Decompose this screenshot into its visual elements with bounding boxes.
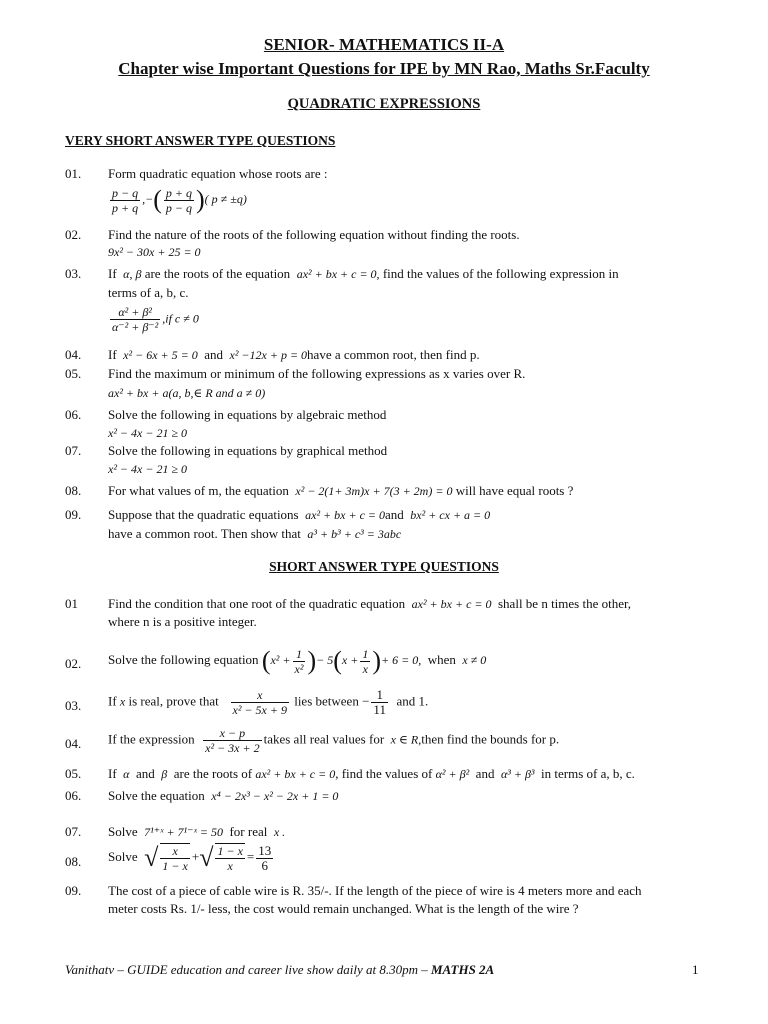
footer-bold-text: MATHS 2A bbox=[431, 962, 495, 977]
fraction-numerator: 1 bbox=[295, 646, 302, 661]
math-fragment: x . bbox=[273, 825, 286, 839]
math-fragment: = bbox=[246, 848, 255, 864]
text-fragment: If bbox=[108, 347, 117, 362]
text-fragment: and bbox=[204, 347, 223, 362]
text-fragment: If bbox=[108, 266, 117, 281]
math-fragment: α² + β² bbox=[435, 767, 470, 781]
text-fragment: shall be n times the other, bbox=[498, 596, 632, 611]
question-number: 09. bbox=[65, 507, 82, 522]
question-number: 03. bbox=[65, 266, 82, 281]
question-text bbox=[108, 507, 705, 523]
fraction-numerator: x bbox=[172, 844, 178, 858]
sa-q04-statement bbox=[108, 726, 559, 755]
text-fragment: If bbox=[108, 766, 117, 781]
question-number: 05. bbox=[65, 366, 82, 381]
question-text bbox=[108, 596, 705, 612]
condition: ,if c ≠ 0 bbox=[162, 311, 199, 326]
sa-q02-equation: Solve the following equation (x² + $\frac{1}{\text{x²}}$ )− 5(x + $\frac{1}{x}$ )+ 6 = 0, when x ≠ 0 bbox=[108, 646, 487, 676]
question-number: 08. bbox=[65, 483, 82, 498]
page-footer bbox=[65, 962, 494, 978]
question-text: Form quadratic equation whose roots are : bbox=[108, 166, 328, 181]
question-text bbox=[108, 266, 705, 282]
fraction-denominator: p + q bbox=[112, 200, 139, 215]
fraction-denominator: 6 bbox=[256, 858, 273, 873]
condition: ( p ≠ ±q) bbox=[204, 191, 247, 206]
text-fragment: If bbox=[108, 693, 117, 709]
fraction-numerator: 13 bbox=[258, 842, 272, 858]
fraction-numerator: 1 bbox=[362, 646, 369, 661]
question-text: where n is a positive integer. bbox=[108, 614, 257, 629]
question-text: Find the maximum or minimum of the following expressions as x varies over R. bbox=[108, 366, 526, 381]
fraction-denominator: x bbox=[360, 661, 370, 676]
text-fragment: Solve bbox=[108, 848, 138, 864]
vs-q01-roots: $\frac{p - q}{p + q}$ ,−( $\frac{p + q}{p - q}$ )( p ≠ ±q) bbox=[112, 185, 247, 215]
text-fragment: Solve the equation bbox=[108, 788, 205, 803]
question-number: 07. bbox=[65, 443, 82, 458]
question-text: terms of a, b, c. bbox=[108, 285, 189, 300]
text-fragment: will have equal roots ? bbox=[455, 483, 574, 498]
page-subtitle: Chapter wise Important Questions for IPE by MN Rao, Maths Sr.Faculty bbox=[118, 59, 650, 78]
vs-q07-inequation: x² − 4x − 21 ≥ 0 bbox=[108, 462, 188, 476]
sa-q03-statement: If x is real, prove that $\frac{x}{\text{x² − 5x + 9}}$ lies between − $\frac{1}{11}$ and 1. bbox=[108, 687, 429, 717]
math-fragment: x² − 2(1+ 3m)x + 7(3 + 2m) = 0 bbox=[295, 484, 453, 498]
text-fragment: and 1. bbox=[396, 693, 429, 709]
question-text bbox=[108, 526, 705, 542]
fraction-denominator: α⁻² + β⁻² bbox=[112, 320, 159, 334]
section-heading-very-short: VERY SHORT ANSWER TYPE QUESTIONS bbox=[65, 133, 336, 148]
question-text: Solve the following in equations by graphical method bbox=[108, 443, 388, 458]
question-number: 04. bbox=[65, 347, 82, 362]
question-number: 04. bbox=[65, 736, 82, 751]
fraction-denominator: x² bbox=[294, 661, 304, 676]
fraction-numerator: α² + β² bbox=[118, 305, 152, 319]
question-text bbox=[108, 766, 705, 782]
section-heading-short: SHORT ANSWER TYPE QUESTIONS bbox=[269, 559, 499, 574]
fraction-numerator: x − p bbox=[219, 726, 246, 740]
fraction-numerator: x bbox=[257, 688, 263, 702]
math-fragment: a³ + b³ + c³ = 3abc bbox=[307, 527, 402, 541]
text-fragment: Solve the following equation bbox=[108, 651, 259, 667]
math-fragment: 7¹⁺ˣ + 7¹⁻ˣ = 50 bbox=[144, 825, 223, 839]
question-number: 06. bbox=[65, 788, 82, 803]
fraction-numerator: p + q bbox=[165, 185, 192, 200]
question-number: 09. bbox=[65, 883, 82, 898]
page-title: SENIOR- MATHEMATICS II-A bbox=[263, 35, 505, 54]
question-number: 03. bbox=[65, 698, 82, 713]
text-fragment: have a common root. Then show that bbox=[108, 526, 301, 541]
math-fragment: bx² + cx + a = 0 bbox=[410, 508, 491, 522]
fraction-denominator: x² − 5x + 9 bbox=[232, 703, 287, 717]
question-text bbox=[108, 483, 705, 499]
math-fragment: + 6 = 0, bbox=[381, 652, 422, 667]
question-text: meter costs Rs. 1/- less, the cost would remain unchanged. What is the length of the wire ? bbox=[108, 901, 579, 916]
text-fragment: when bbox=[427, 651, 456, 667]
math-fragment: ax² + bx + c = 0 bbox=[255, 767, 336, 781]
text-fragment: is real, prove that bbox=[128, 693, 219, 709]
text-fragment: Solve bbox=[108, 824, 138, 839]
math-fragment: x² − 6x + 5 = 0 bbox=[123, 348, 198, 362]
math-fragment: x² + bbox=[270, 652, 291, 667]
math-fragment: ax² + bx + c = 0 bbox=[305, 508, 385, 522]
question-number: 05. bbox=[65, 766, 82, 781]
math-fragment: x² −12x + p = 0 bbox=[229, 348, 308, 362]
math-fragment: ax² + bx + c = 0, bbox=[296, 267, 380, 281]
text-fragment: and bbox=[385, 507, 404, 522]
question-number: 02. bbox=[65, 227, 82, 242]
footer-text: Vanithatv – GUIDE education and career live show daily at 8.30pm – bbox=[65, 962, 428, 977]
text-fragment: Find the condition that one root of the quadratic equation bbox=[108, 596, 406, 611]
fraction-denominator: 11 bbox=[373, 702, 386, 717]
text-fragment: for real bbox=[229, 824, 268, 839]
math-fragment: α³ + β³ bbox=[500, 767, 535, 781]
math-fragment: x + bbox=[341, 652, 359, 667]
question-text bbox=[108, 347, 705, 363]
question-number: 08. bbox=[65, 854, 82, 869]
math-fragment: x ≠ 0 bbox=[462, 652, 487, 667]
fraction-denominator: x bbox=[215, 858, 244, 873]
math-fragment: x⁴ − 2x³ − x² − 2x + 1 = 0 bbox=[211, 789, 339, 803]
math-fragment: α, β bbox=[123, 267, 142, 281]
text-fragment: are the roots of the equation bbox=[144, 266, 291, 281]
question-text: The cost of a piece of cable wire is R. 35/-. If the length of the piece of wire is 4 meters more and each bbox=[108, 883, 642, 898]
chapter-heading: QUADRATIC EXPRESSIONS bbox=[287, 96, 481, 112]
text-fragment: in terms of a, b, c. bbox=[541, 766, 635, 781]
text-fragment: Suppose that the quadratic equations bbox=[108, 507, 299, 522]
text-fragment: are the roots of bbox=[173, 766, 253, 781]
vs-q06-inequation: x² − 4x − 21 ≥ 0 bbox=[108, 426, 188, 440]
question-number: 01 bbox=[65, 596, 78, 611]
math-fragment: + bbox=[191, 848, 200, 864]
fraction-numerator: p − q bbox=[112, 185, 139, 200]
question-number: 02. bbox=[65, 656, 82, 671]
vs-q03-expression bbox=[108, 305, 199, 334]
math-fragment: ax² + bx + c = 0 bbox=[411, 597, 492, 611]
fraction-numerator: 1 bbox=[376, 687, 383, 702]
math-fragment: x bbox=[119, 694, 126, 709]
text-fragment: have a common root, then find p. bbox=[307, 347, 480, 362]
math-fragment: x ∈ R, bbox=[390, 732, 422, 747]
question-text: Solve the following in equations by algebraic method bbox=[108, 407, 387, 422]
page-number: 1 bbox=[692, 962, 699, 977]
vs-q05-expression: ax² + bx + a(a, b,∈ R and a ≠ 0) bbox=[108, 386, 266, 400]
fraction-denominator: 1 − x bbox=[162, 859, 188, 873]
text-fragment: , find the values of bbox=[335, 766, 433, 781]
question-text: Find the nature of the roots of the following equation without finding the roots. bbox=[108, 227, 520, 242]
fraction-denominator: x² − 3x + 2 bbox=[205, 741, 260, 755]
fraction-denominator: p − q bbox=[165, 200, 192, 215]
sa-q08-equation: Solve √ $\frac{x}{1 - x}$ +√ $\frac{1 - x}{x}$ = $\frac{13}{6}$ bbox=[108, 842, 272, 873]
text-fragment: takes all real values for bbox=[263, 731, 385, 747]
text-fragment: then find the bounds for p. bbox=[421, 731, 560, 747]
question-number: 06. bbox=[65, 407, 82, 422]
text-fragment: and bbox=[475, 766, 495, 781]
text-fragment: If the expression bbox=[108, 731, 195, 747]
text-fragment: find the values of the following expression in bbox=[382, 266, 619, 281]
question-text bbox=[108, 824, 705, 840]
question-number: 07. bbox=[65, 824, 82, 839]
math-fragment: − 5 bbox=[316, 652, 334, 667]
text-fragment: and bbox=[135, 766, 155, 781]
text-fragment: lies between bbox=[294, 693, 359, 709]
math-fragment: α bbox=[123, 767, 130, 781]
text-fragment: For what values of m, the equation bbox=[108, 483, 289, 498]
question-number: 01. bbox=[65, 166, 82, 181]
question-text bbox=[108, 788, 705, 804]
vs-q02-equation: 9x² − 30x + 25 = 0 bbox=[108, 245, 201, 259]
math-fragment: β bbox=[161, 767, 168, 781]
fraction-numerator: 1 − x bbox=[217, 844, 243, 858]
